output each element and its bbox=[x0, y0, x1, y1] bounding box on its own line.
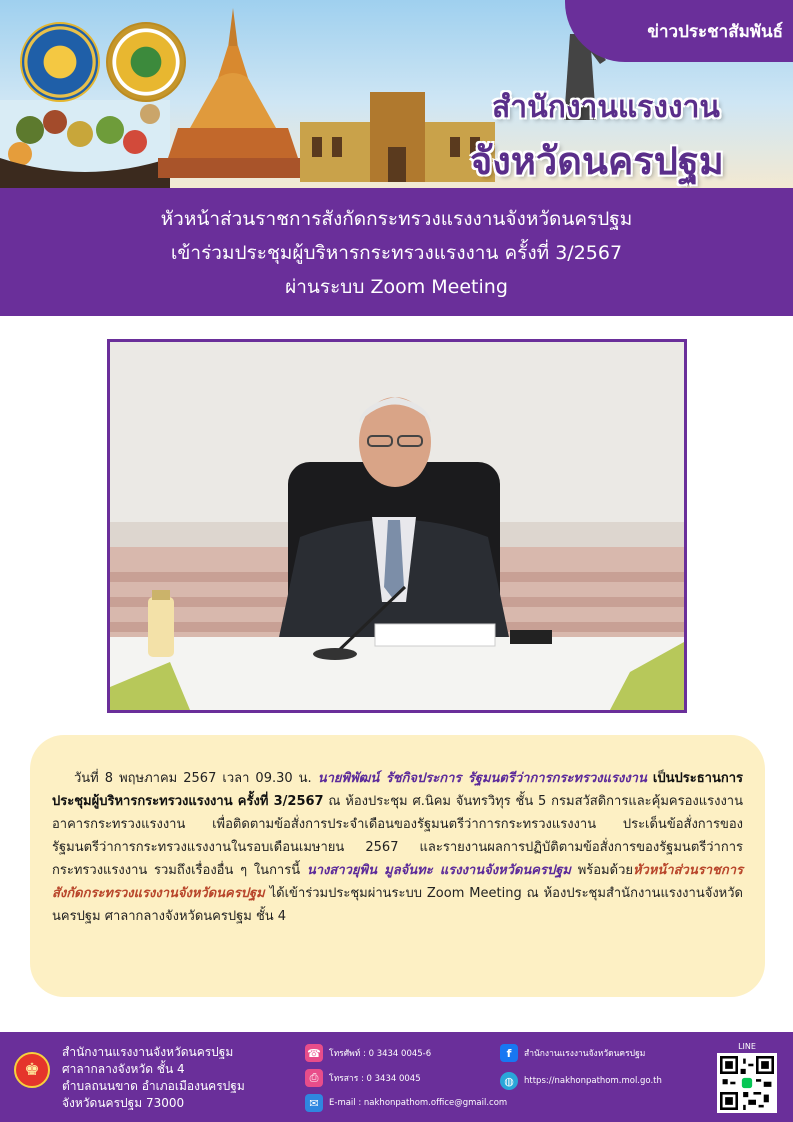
phone-icon: ☎ bbox=[305, 1044, 323, 1062]
agency-heads-text: หัวหน้าส่วนราชการสังกัดกระทรวงแรงงานจังหวัดนครปฐม bbox=[52, 863, 743, 901]
palace-building-image bbox=[300, 92, 495, 182]
office-title-line2: จังหวัดนครปฐม bbox=[470, 139, 724, 183]
press-release-tag: ข่าวประชาสัมพันธ์ bbox=[565, 0, 793, 62]
line-label: LINE bbox=[738, 1042, 756, 1051]
news-paragraph bbox=[52, 767, 743, 928]
office-logo-icon: ♚ bbox=[14, 1052, 50, 1088]
provincial-official-name: นางสาวยุพิน มูลจันทะ แรงงานจังหวัดนครปฐม bbox=[306, 863, 571, 878]
office-address bbox=[62, 1044, 245, 1112]
office-title-line1: สำนักงานแรงงาน bbox=[492, 90, 720, 125]
fax-icon: ⎙ bbox=[305, 1069, 323, 1087]
headline-line3: ผ่านระบบ Zoom Meeting bbox=[285, 276, 508, 298]
body-details: ณ ห้องประชุม ศ.นิคม จันทรวิทุร ชั้น 5 กรมสวัสดิการและคุ้มครองแรงงาน อาคารกระทรวงแรงงาน เพื่อติดตามข้อสั่งการประจำเดือนของรัฐมนตรีว่าการกระทรวงแรงงาน ประเด็นข้อสั่งการของรัฐมนตรีว่าการกระทรวงแรงงานในรอบเดือนเมษายน 2567 และรายงานผลการปฏิบัติตามข้อสั่งการของรัฐมนตรีว่าการกระทรวงแรงงาน รวมถึงเรื่องอื่น ๆ ในการนี้ bbox=[52, 794, 743, 878]
header-banner bbox=[0, 0, 793, 188]
phra-pathom-chedi-image bbox=[158, 8, 308, 178]
meeting-chair-text: เป็นประธานการประชุมผู้บริหารกระทรวงแรงงาน ครั้งที่ 3/2567 bbox=[52, 771, 743, 809]
floating-market-image bbox=[0, 100, 170, 188]
headline-line2: เข้าร่วมประชุมผู้บริหารกระทรวงแรงงาน ครั้งที่ 3/2567 bbox=[170, 242, 623, 264]
ministry-labour-logo bbox=[20, 22, 100, 102]
fax-contact bbox=[305, 1069, 421, 1087]
headline-line1: หัวหน้าส่วนราชการสังกัดกระทรวงแรงงานจังหวัดนครปฐม bbox=[160, 208, 633, 230]
globe-icon: ◍ bbox=[500, 1072, 518, 1090]
facebook-contact[interactable] bbox=[500, 1044, 645, 1062]
email-icon: ✉ bbox=[305, 1094, 323, 1112]
news-body bbox=[30, 735, 765, 997]
website-contact[interactable] bbox=[500, 1072, 662, 1090]
meeting-photo-image bbox=[110, 342, 684, 710]
address-line3: ตำบลถนนขาด อำเภอเมืองนครปฐม bbox=[62, 1079, 245, 1093]
footer bbox=[0, 1032, 793, 1122]
email-contact[interactable] bbox=[305, 1094, 507, 1112]
line-qr-code-icon[interactable] bbox=[717, 1053, 777, 1113]
email-text[interactable]: E-mail : nakhonpathom.office@gmail.com bbox=[329, 1098, 508, 1108]
address-line4: จังหวัดนครปฐม 73000 bbox=[62, 1096, 185, 1110]
meeting-photo bbox=[107, 339, 687, 713]
facebook-icon: f bbox=[500, 1044, 518, 1062]
phone-contact bbox=[305, 1044, 431, 1062]
address-line2: ศาลากลางจังหวัด ชั้น 4 bbox=[62, 1062, 185, 1076]
fax-text: โทรสาร : 0 3434 0045 bbox=[329, 1074, 421, 1084]
body-joiner: พร้อมด้วย bbox=[570, 863, 633, 878]
body-closing: ได้เข้าร่วมประชุมผ่านระบบ Zoom Meeting ณ ห้องประชุมสำนักงานแรงงานจังหวัดนครปฐม ศาลากลางจังหวัดนครปฐม ชั้น 4 bbox=[52, 886, 743, 924]
address-line1: สำนักงานแรงงานจังหวัดนครปฐม bbox=[62, 1045, 234, 1059]
phone-text: โทรศัพท์ : 0 3434 0045-6 bbox=[329, 1049, 432, 1059]
website-text[interactable]: https://nakhonpathom.mol.go.th bbox=[524, 1076, 662, 1086]
facebook-text[interactable]: สำนักงานแรงงานจังหวัดนครปฐม bbox=[524, 1049, 646, 1059]
line-qr-block[interactable] bbox=[712, 1042, 782, 1115]
news-headline bbox=[0, 188, 793, 316]
body-intro: วันที่ 8 พฤษภาคม 2567 เวลา 09.30 น. bbox=[74, 771, 318, 786]
minister-name: นายพิพัฒน์ รัชกิจประการ รัฐมนตรีว่าการกระทรวงแรงงาน bbox=[317, 771, 647, 786]
